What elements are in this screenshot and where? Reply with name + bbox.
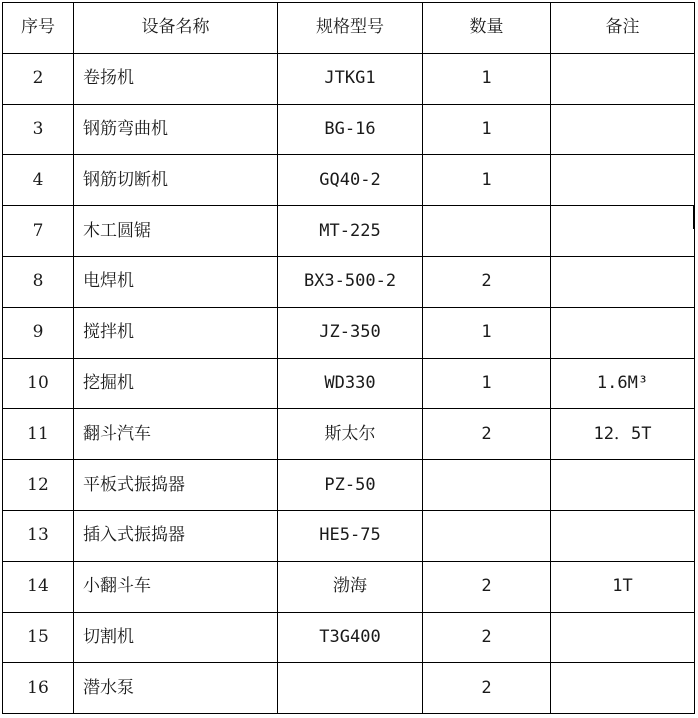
table-row bbox=[3, 155, 695, 206]
cell-no: 8 bbox=[3, 256, 74, 307]
cell-no: 4 bbox=[3, 155, 74, 206]
cell-no: 10 bbox=[3, 358, 74, 409]
cell-name bbox=[74, 409, 278, 460]
table-row bbox=[3, 561, 695, 612]
header-no: 序号 bbox=[3, 3, 74, 54]
cell-name-text: 小翻斗车 bbox=[83, 576, 151, 597]
cell-qty: 2 bbox=[423, 561, 551, 612]
cell-no: 15 bbox=[3, 612, 74, 663]
table-row bbox=[3, 256, 695, 307]
cell-name-text: 卷扬机 bbox=[83, 68, 134, 89]
table-row bbox=[3, 104, 695, 155]
cell-no: 13 bbox=[3, 510, 74, 561]
cell-note bbox=[551, 612, 695, 663]
cell-no: 14 bbox=[3, 561, 74, 612]
header-spec: 规格型号 bbox=[278, 3, 423, 54]
cell-name bbox=[74, 256, 278, 307]
cell-qty: 1 bbox=[423, 307, 551, 358]
cell-name-text: 插入式振捣器 bbox=[83, 525, 185, 546]
cell-name-text: 挖掘机 bbox=[83, 372, 134, 393]
cell-qty: 2 bbox=[423, 663, 551, 714]
cell-spec bbox=[278, 663, 423, 714]
cell-spec: GQ40-2 bbox=[278, 155, 423, 206]
cell-qty bbox=[423, 206, 551, 257]
table-row bbox=[3, 307, 695, 358]
cell-name-text: 钢筋切断机 bbox=[83, 169, 168, 190]
cell-name-text: 潜水泵 bbox=[83, 677, 134, 698]
cell-note bbox=[551, 663, 695, 714]
cell-spec: T3G400 bbox=[278, 612, 423, 663]
cell-name-text: 钢筋弯曲机 bbox=[83, 118, 168, 139]
cell-name-text: 切割机 bbox=[83, 626, 134, 647]
table-row bbox=[3, 612, 695, 663]
table-row bbox=[3, 358, 695, 409]
cell-qty: 2 bbox=[423, 256, 551, 307]
table-row bbox=[3, 510, 695, 561]
cell-note: 12．5T bbox=[551, 409, 695, 460]
cell-no: 2 bbox=[3, 53, 74, 104]
cell-qty: 1 bbox=[423, 53, 551, 104]
cell-spec: BX3-500-2 bbox=[278, 256, 423, 307]
cell-spec: JZ-350 bbox=[278, 307, 423, 358]
cell-qty: 1 bbox=[423, 155, 551, 206]
cell-note bbox=[551, 307, 695, 358]
cell-qty: 1 bbox=[423, 358, 551, 409]
cell-name bbox=[74, 53, 278, 104]
cell-note bbox=[551, 53, 695, 104]
cell-spec: JTKG1 bbox=[278, 53, 423, 104]
equipment-table bbox=[2, 2, 695, 714]
cell-spec: 斯太尔 bbox=[278, 409, 423, 460]
cell-name bbox=[74, 155, 278, 206]
cell-name bbox=[74, 307, 278, 358]
header-note: 备注 bbox=[551, 3, 695, 54]
cell-name bbox=[74, 104, 278, 155]
cell-qty bbox=[423, 460, 551, 511]
cell-no: 12 bbox=[3, 460, 74, 511]
cell-name bbox=[74, 510, 278, 561]
cell-note bbox=[551, 256, 695, 307]
cell-spec: PZ-50 bbox=[278, 460, 423, 511]
cell-qty: 2 bbox=[423, 409, 551, 460]
cell-note: 1.6M³ bbox=[551, 358, 695, 409]
cell-qty: 1 bbox=[423, 104, 551, 155]
cell-no: 11 bbox=[3, 409, 74, 460]
cell-name-text: 翻斗汽车 bbox=[83, 423, 151, 444]
cell-qty bbox=[423, 510, 551, 561]
cell-name-text: 平板式振捣器 bbox=[83, 474, 185, 495]
table-row bbox=[3, 409, 695, 460]
cell-qty: 2 bbox=[423, 612, 551, 663]
cell-no: 7 bbox=[3, 206, 74, 257]
cell-spec: 渤海 bbox=[278, 561, 423, 612]
cell-name bbox=[74, 663, 278, 714]
cell-name bbox=[74, 561, 278, 612]
cell-name bbox=[74, 460, 278, 511]
cell-note bbox=[551, 155, 695, 206]
cell-no: 3 bbox=[3, 104, 74, 155]
cell-note bbox=[551, 510, 695, 561]
cell-spec: MT-225 bbox=[278, 206, 423, 257]
cell-name bbox=[74, 206, 278, 257]
cell-spec: BG-16 bbox=[278, 104, 423, 155]
cell-name-text: 电焊机 bbox=[83, 271, 134, 292]
cell-note bbox=[551, 460, 695, 511]
cell-name bbox=[74, 612, 278, 663]
table-row bbox=[3, 460, 695, 511]
header-qty: 数量 bbox=[423, 3, 551, 54]
table-row bbox=[3, 53, 695, 104]
cell-spec: WD330 bbox=[278, 358, 423, 409]
header-name: 设备名称 bbox=[74, 3, 278, 54]
cell-name-text: 木工圆锯 bbox=[83, 220, 151, 241]
equipment-sheet bbox=[2, 2, 695, 714]
table-row bbox=[3, 206, 695, 257]
cell-note bbox=[551, 104, 695, 155]
text-cursor-mark bbox=[693, 205, 695, 229]
cell-name bbox=[74, 358, 278, 409]
cell-note: 1T bbox=[551, 561, 695, 612]
table-row bbox=[3, 663, 695, 714]
header-row bbox=[3, 3, 695, 54]
cell-no: 16 bbox=[3, 663, 74, 714]
cell-spec: HE5-75 bbox=[278, 510, 423, 561]
cell-name-text: 搅拌机 bbox=[83, 322, 134, 343]
cell-note bbox=[551, 206, 695, 257]
cell-no: 9 bbox=[3, 307, 74, 358]
